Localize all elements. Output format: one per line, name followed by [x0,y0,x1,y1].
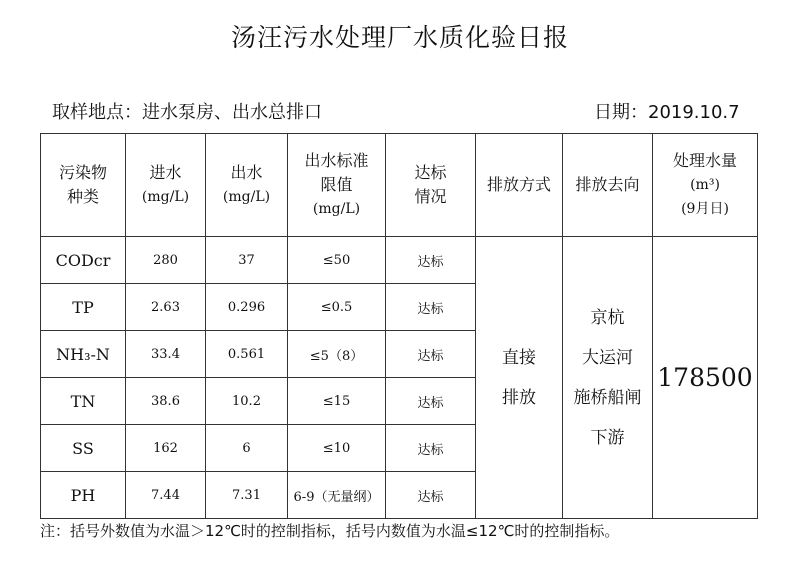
header-row [41,134,758,237]
outlet-value: 0.296 [206,284,288,331]
compliance-status: 达标 [386,284,476,331]
pollutant-name: TN [41,378,126,425]
pollutant-name: TP [41,284,126,331]
compliance-status: 达标 [386,378,476,425]
header-outlet-limit [288,134,386,237]
limit-value: ≤15 [288,378,386,425]
header-text: 排放去向 [575,175,640,194]
water-quality-table [40,133,758,519]
header-unit: (m³) [690,177,720,193]
header-text: 排放方式 [486,175,551,194]
limit-value: ≤0.5 [288,284,386,331]
discharge-method-text: 直接 [502,347,536,368]
report-date: 日期：2019.10.7 [594,102,740,123]
destination-text: 施桥船闸 [573,387,642,408]
header-text: 出水标准 [304,151,369,170]
pollutant-name: NH₃-N [41,331,126,378]
compliance-status: 达标 [386,472,476,519]
header-unit: (mg/L) [312,201,361,217]
header-text: 种类 [66,187,99,206]
discharge-method-text: 排放 [502,387,536,408]
sampling-location: 取样地点：进水泵房、出水总排口 [52,102,322,123]
inlet-value: 2.63 [126,284,206,331]
outlet-value: 10.2 [206,378,288,425]
pollutant-name: SS [41,425,126,472]
destination-text: 大运河 [582,347,633,368]
discharge-destination-cell [563,237,653,519]
header-unit: (mg/L) [222,189,271,205]
header-discharge-destination [563,134,653,237]
header-inlet [126,134,206,237]
header-text: 进水 [149,163,182,182]
inlet-value: 7.44 [126,472,206,519]
treated-volume-value: 178500 [653,237,758,519]
footnote: 注：括号外数值为水温＞12℃时的控制指标，括号内数值为水温≤12℃时的控制指标。 [40,522,620,540]
header-text: 达标 [414,163,447,182]
limit-value: ≤10 [288,425,386,472]
header-outlet [206,134,288,237]
header-text: 污染物 [58,163,107,182]
header-discharge-method [476,134,563,237]
limit-value: ≤50 [288,237,386,284]
destination-text: 京杭 [590,307,625,328]
outlet-value: 6 [206,425,288,472]
outlet-value: 0.561 [206,331,288,378]
header-treated-volume [653,134,758,237]
outlet-value: 37 [206,237,288,284]
outlet-value: 7.31 [206,472,288,519]
report-title: 汤汪污水处理厂水质化验日报 [230,23,569,52]
limit-value: 6-9（无量纲） [288,472,386,519]
limit-value: ≤5（8） [288,331,386,378]
header-text: 出水 [230,163,263,182]
inlet-value: 162 [126,425,206,472]
header-text: 处理水量 [672,151,737,170]
destination-text: 下游 [590,427,625,448]
header-text: 情况 [414,187,447,206]
inlet-value: 38.6 [126,378,206,425]
pollutant-name: PH [41,472,126,519]
pollutant-name: CODcr [41,237,126,284]
header-text: 限值 [320,175,353,194]
header-unit: (mg/L) [141,189,190,205]
inlet-value: 280 [126,237,206,284]
table-row [41,237,758,284]
compliance-status: 达标 [386,331,476,378]
compliance-status: 达标 [386,425,476,472]
header-pollutant-kind [41,134,126,237]
compliance-status: 达标 [386,237,476,284]
header-unit: (9月日) [681,201,729,217]
discharge-method-cell [476,237,563,519]
inlet-value: 33.4 [126,331,206,378]
header-compliance [386,134,476,237]
